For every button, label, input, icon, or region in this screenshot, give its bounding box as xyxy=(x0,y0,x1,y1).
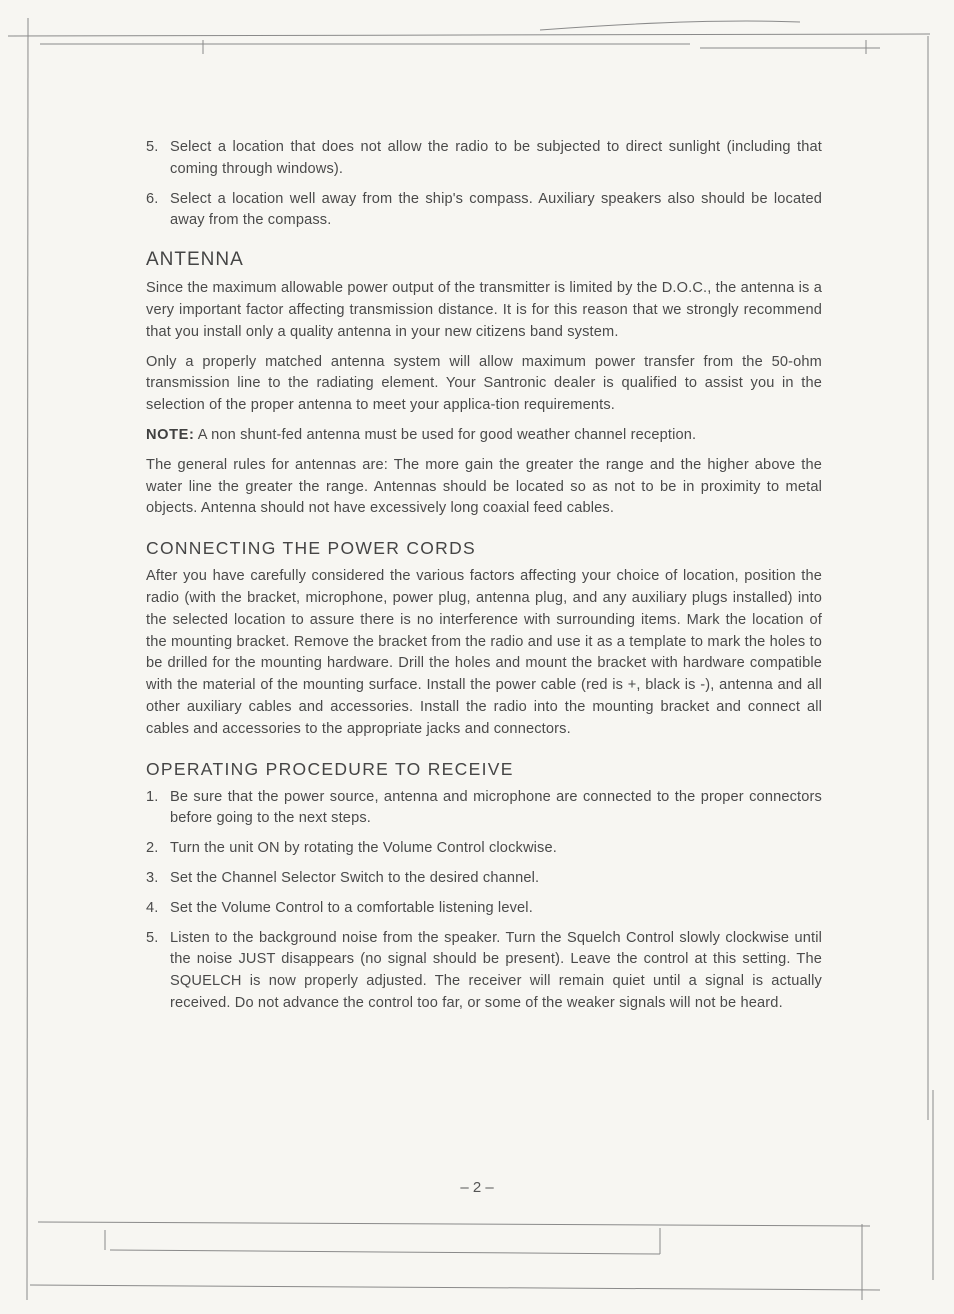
document-body xyxy=(146,137,822,1023)
list-item: 4. Set the Volume Control to a comfortable listening level. xyxy=(146,899,533,916)
note xyxy=(146,425,822,447)
note-label: NOTE: xyxy=(146,426,195,443)
receive-steps xyxy=(146,787,822,1015)
note-text: A non shunt-fed antenna must be used for good weather channel reception. xyxy=(194,426,697,443)
page-number: – 2 – xyxy=(460,1179,494,1196)
section-heading-antenna: ANTENNA xyxy=(146,249,244,271)
list-item: 2. Turn the unit ON by rotating the Volume Control clockwise. xyxy=(146,840,557,857)
paragraph: Since the maximum allowable power output of the transmitter is limited by the D.O.C., the antenna is a very important factor affecting transmission distance. It is for this reason that we strongly recommend that you install only a quality antenna in your new citizens band system. xyxy=(146,280,822,340)
list-item: 1. Be sure that the power source, antenna and microphone are connected to the proper connectors before going to the next steps. xyxy=(146,788,822,827)
list-item: 3. Set the Channel Selector Switch to the desired channel. xyxy=(146,869,540,886)
section-heading-receive: OPERATING PROCEDURE TO RECEIVE xyxy=(146,758,514,779)
list-item: 6. Select a location well away from the ship's compass. Auxiliary speakers also should be located away from the compass. xyxy=(146,190,822,229)
list-item: 5. Select a location that does not allow the radio to be subjected to direct sunlight (including that coming through windows). xyxy=(146,139,822,177)
paragraph: After you have carefully considered the various factors affecting your choice of location, position the radio (with the bracket, microphone, power plug, antenna plug, and any auxiliary plugs installed) into the selected location to assure there is no interference with surrounding items. Mark the location of the mounting bracket. Remove the bracket from the radio and use it as a template to mark the holes to be drilled for the mounting hardware. Drill the holes and mount the bracket with hardware compatible with the material of the mounting surface. Install the power cable (red is +, black is -), antenna and all other auxiliary cables and accessories. Install the radio into the mounting bracket and connect all cables and accessories to the appropriate jacks and connectors. xyxy=(146,568,822,737)
paragraph: Only a properly matched antenna system will allow maximum power transfer from the 50-ohm transmission line to the radiating element. Your Santronic dealer is qualified to assist you in the selection of the proper antenna to meet your applica-tion requirements. xyxy=(146,353,822,414)
intro-list xyxy=(146,137,822,232)
list-item: 5. Listen to the background noise from the speaker. Turn the Squelch Control slowly clockwise until the noise JUST disappears (no signal should be present). Leave the control at this setting. The SQUELCH is now properly adjusted. The receiver will remain quiet until a signal is actually received. Do not advance the control too far, or some of the weaker signals will not be heard. xyxy=(146,929,822,1011)
paragraph: The general rules for antennas are: The more gain the greater the range and the higher above the water line the greater the range. Antennas should be located so as not to be in proximity to metal objects. Antenna should not have excessively long coaxial feed cables. xyxy=(146,456,822,517)
section-heading-power-cords: CONNECTING THE POWER CORDS xyxy=(146,538,477,559)
